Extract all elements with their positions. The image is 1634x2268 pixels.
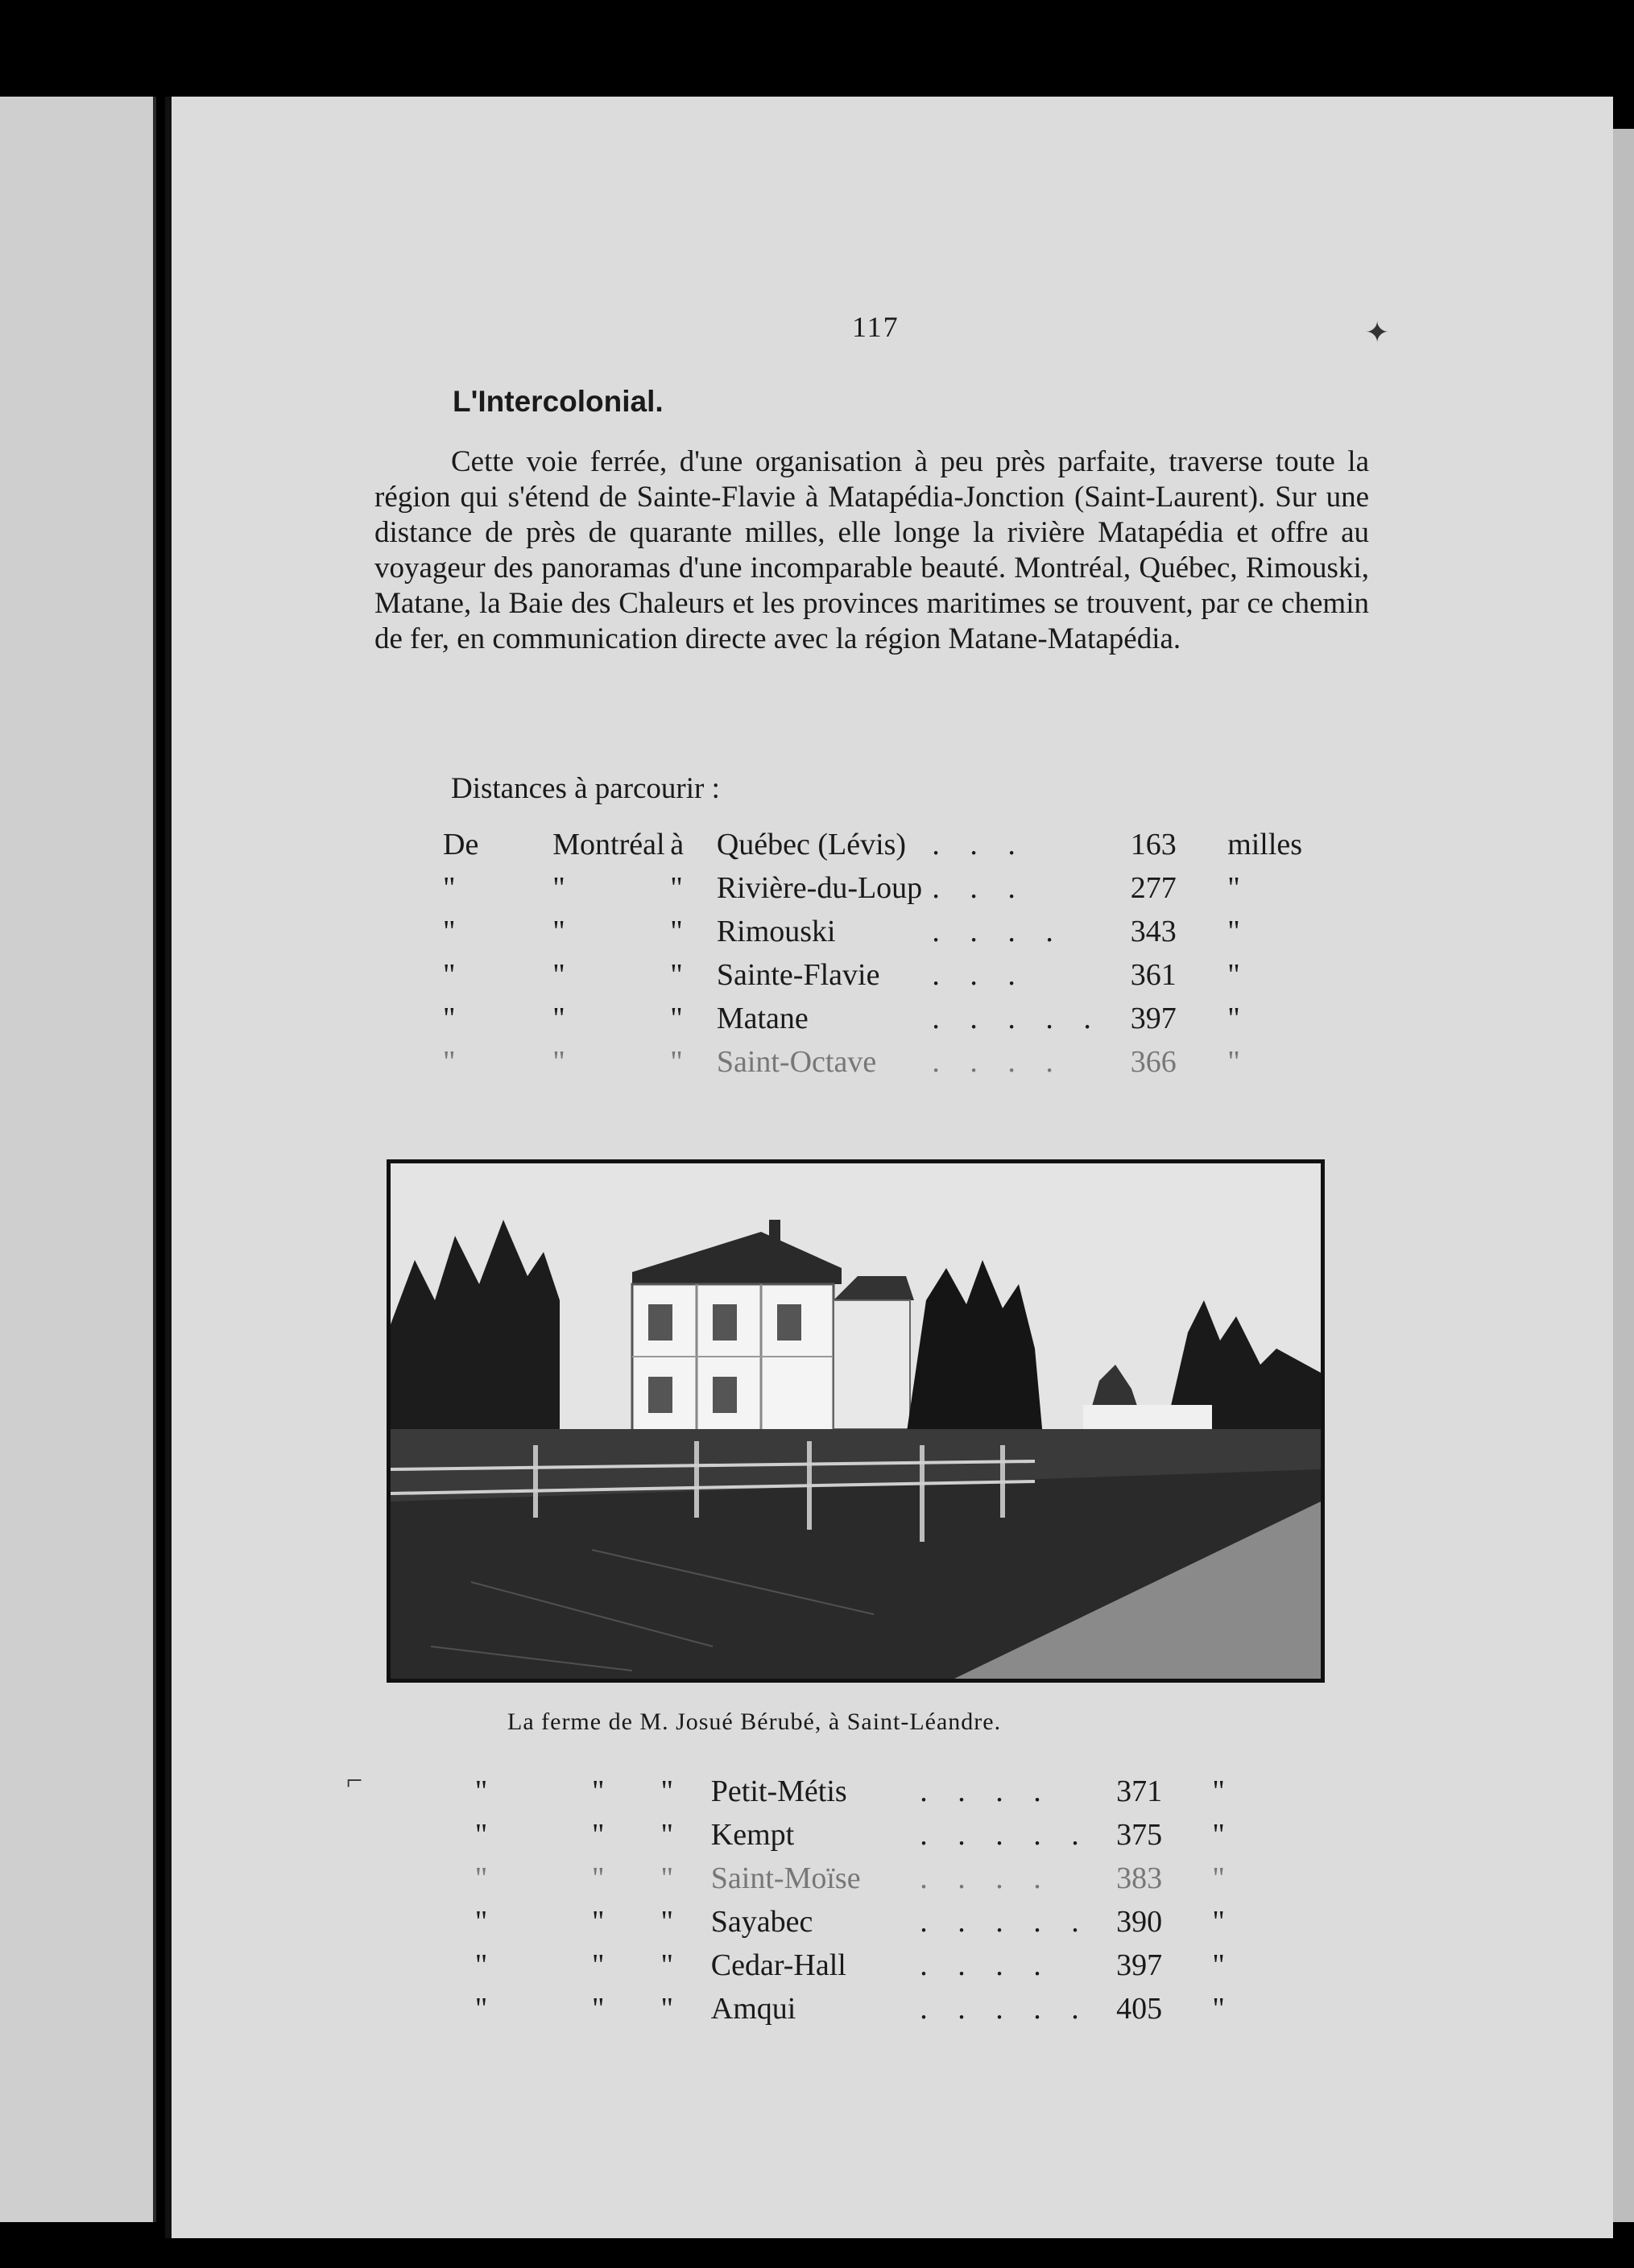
unit-cell: " (1227, 915, 1240, 948)
miles-cell: 375 (1116, 1818, 1163, 1852)
miles-cell: 405 (1116, 1992, 1163, 2026)
city-cell: " (552, 915, 565, 948)
leader-dots: . . . . (932, 1045, 1065, 1079)
prep-cell: " (660, 1905, 674, 1939)
leader-dots: . . . . . (920, 1905, 1090, 1939)
prep-cell: à (670, 828, 685, 861)
table-row (427, 1770, 1313, 1813)
miles-cell: 277 (1130, 871, 1177, 905)
from-cell: " (474, 1948, 488, 1982)
from-cell: De (443, 828, 479, 861)
from-cell: " (474, 1992, 488, 2026)
destination-cell: Sainte-Flavie (716, 958, 880, 992)
photo-caption: La ferme de M. Josué Bérubé, à Saint-Léandre. (507, 1708, 1002, 1735)
city-cell: " (591, 1774, 605, 1808)
city-cell: " (552, 1045, 565, 1079)
leader-dots: . . . . (932, 915, 1065, 948)
farm-photograph (387, 1159, 1325, 1683)
destination-cell: Sayabec (710, 1905, 813, 1939)
from-cell: " (474, 1818, 488, 1852)
destination-cell: Québec (Lévis) (716, 828, 907, 861)
leader-dots: . . . . . (932, 1002, 1102, 1035)
city-cell: " (591, 1818, 605, 1852)
margin-mark-icon: ⌐ (346, 1764, 363, 1796)
destination-cell: Saint-Octave (716, 1045, 877, 1079)
city-cell: Montréal (552, 828, 665, 861)
prep-cell: " (660, 1774, 674, 1808)
prep-cell: " (660, 1861, 674, 1895)
unit-cell: " (1212, 1861, 1225, 1895)
destination-cell: Matane (716, 1002, 809, 1035)
destination-cell: Kempt (710, 1818, 795, 1852)
city-cell: " (591, 1861, 605, 1895)
body-paragraph: Cette voie ferrée, d'une organisation à peu près parfaite, traverse toute la région qui s'étend de Sainte-Flavie à Matapédia-Jonction (Saint-Laurent). Sur une distance de près de quarante milles, elle longe la rivière Matapédia et offre au voyageur des panoramas d'une incomparable beauté. Montréal, Québec, Rimouski, Matane, la Baie des Chaleurs et les provinces maritimes se trouvent, par ce chemin de fer, en communication directe avec la région Matane-Matapédia. (374, 445, 1369, 655)
unit-cell: " (1227, 1002, 1240, 1035)
from-cell: " (443, 1045, 456, 1079)
distance-table-bottom (427, 1770, 1313, 2030)
city-cell: " (552, 871, 565, 905)
unit-cell: " (1227, 958, 1240, 992)
unit-cell: " (1227, 871, 1240, 905)
unit-cell: milles (1227, 828, 1303, 861)
leader-dots: . . . . . (920, 1818, 1090, 1852)
farm-photo-illustration (391, 1163, 1321, 1679)
unit-cell: " (1212, 1992, 1225, 2026)
unit-cell: " (1212, 1948, 1225, 1982)
miles-cell: 390 (1116, 1905, 1163, 1939)
prep-cell: " (670, 1045, 683, 1079)
leader-dots: . . . . . (920, 1992, 1090, 2026)
table-row (427, 1944, 1313, 1987)
from-cell: " (443, 871, 456, 905)
leader-dots: . . . . (920, 1774, 1053, 1808)
city-cell: " (591, 1948, 605, 1982)
from-cell: " (474, 1861, 488, 1895)
unit-cell: " (1212, 1905, 1225, 1939)
section-heading: L'Intercolonial. (453, 385, 664, 418)
miles-cell: 383 (1116, 1861, 1163, 1895)
from-cell: " (443, 958, 456, 992)
miles-cell: 366 (1130, 1045, 1177, 1079)
ink-mark-icon: ✦ (1365, 316, 1390, 349)
destination-cell: Rivière-du-Loup (716, 871, 923, 905)
miles-cell: 397 (1116, 1948, 1163, 1982)
destination-cell: Saint-Moïse (710, 1861, 861, 1895)
table-row (443, 910, 1329, 953)
from-cell: " (474, 1905, 488, 1939)
leader-dots: . . . (932, 871, 1027, 905)
distances-intro: Distances à parcourir : (451, 772, 720, 805)
page-number: 117 (852, 311, 900, 343)
distance-table-top (443, 823, 1329, 1084)
miles-cell: 343 (1130, 915, 1177, 948)
prep-cell: " (670, 1002, 683, 1035)
miles-cell: 397 (1130, 1002, 1177, 1035)
table-row (427, 1813, 1313, 1857)
from-cell: " (443, 915, 456, 948)
table-row (427, 1857, 1313, 1900)
table-row (443, 953, 1329, 997)
destination-cell: Rimouski (716, 915, 836, 948)
table-row (427, 1900, 1313, 1944)
destination-cell: Cedar-Hall (710, 1948, 846, 1982)
table-row (443, 866, 1329, 910)
prep-cell: " (660, 1948, 674, 1982)
unit-cell: " (1212, 1818, 1225, 1852)
table-row (443, 1040, 1329, 1084)
from-cell: " (474, 1774, 488, 1808)
leader-dots: . . . (932, 828, 1027, 861)
city-cell: " (552, 1002, 565, 1035)
city-cell: " (591, 1905, 605, 1939)
leader-dots: . . . . (920, 1948, 1053, 1982)
unit-cell: " (1212, 1774, 1225, 1808)
city-cell: " (591, 1992, 605, 2026)
city-cell: " (552, 958, 565, 992)
from-cell: " (443, 1002, 456, 1035)
destination-cell: Petit-Métis (710, 1774, 847, 1808)
table-row (443, 997, 1329, 1040)
prep-cell: " (670, 958, 683, 992)
destination-cell: Amqui (710, 1992, 796, 2026)
table-row (427, 1987, 1313, 2030)
miles-cell: 163 (1130, 828, 1177, 861)
table-row (443, 823, 1329, 866)
prep-cell: " (660, 1992, 674, 2026)
prep-cell: " (670, 871, 683, 905)
leader-dots: . . . . (920, 1861, 1053, 1895)
prep-cell: " (660, 1818, 674, 1852)
prep-cell: " (670, 915, 683, 948)
facing-page-edge (0, 97, 156, 2222)
miles-cell: 371 (1116, 1774, 1163, 1808)
leader-dots: . . . (932, 958, 1027, 992)
miles-cell: 361 (1130, 958, 1177, 992)
unit-cell: " (1227, 1045, 1240, 1079)
